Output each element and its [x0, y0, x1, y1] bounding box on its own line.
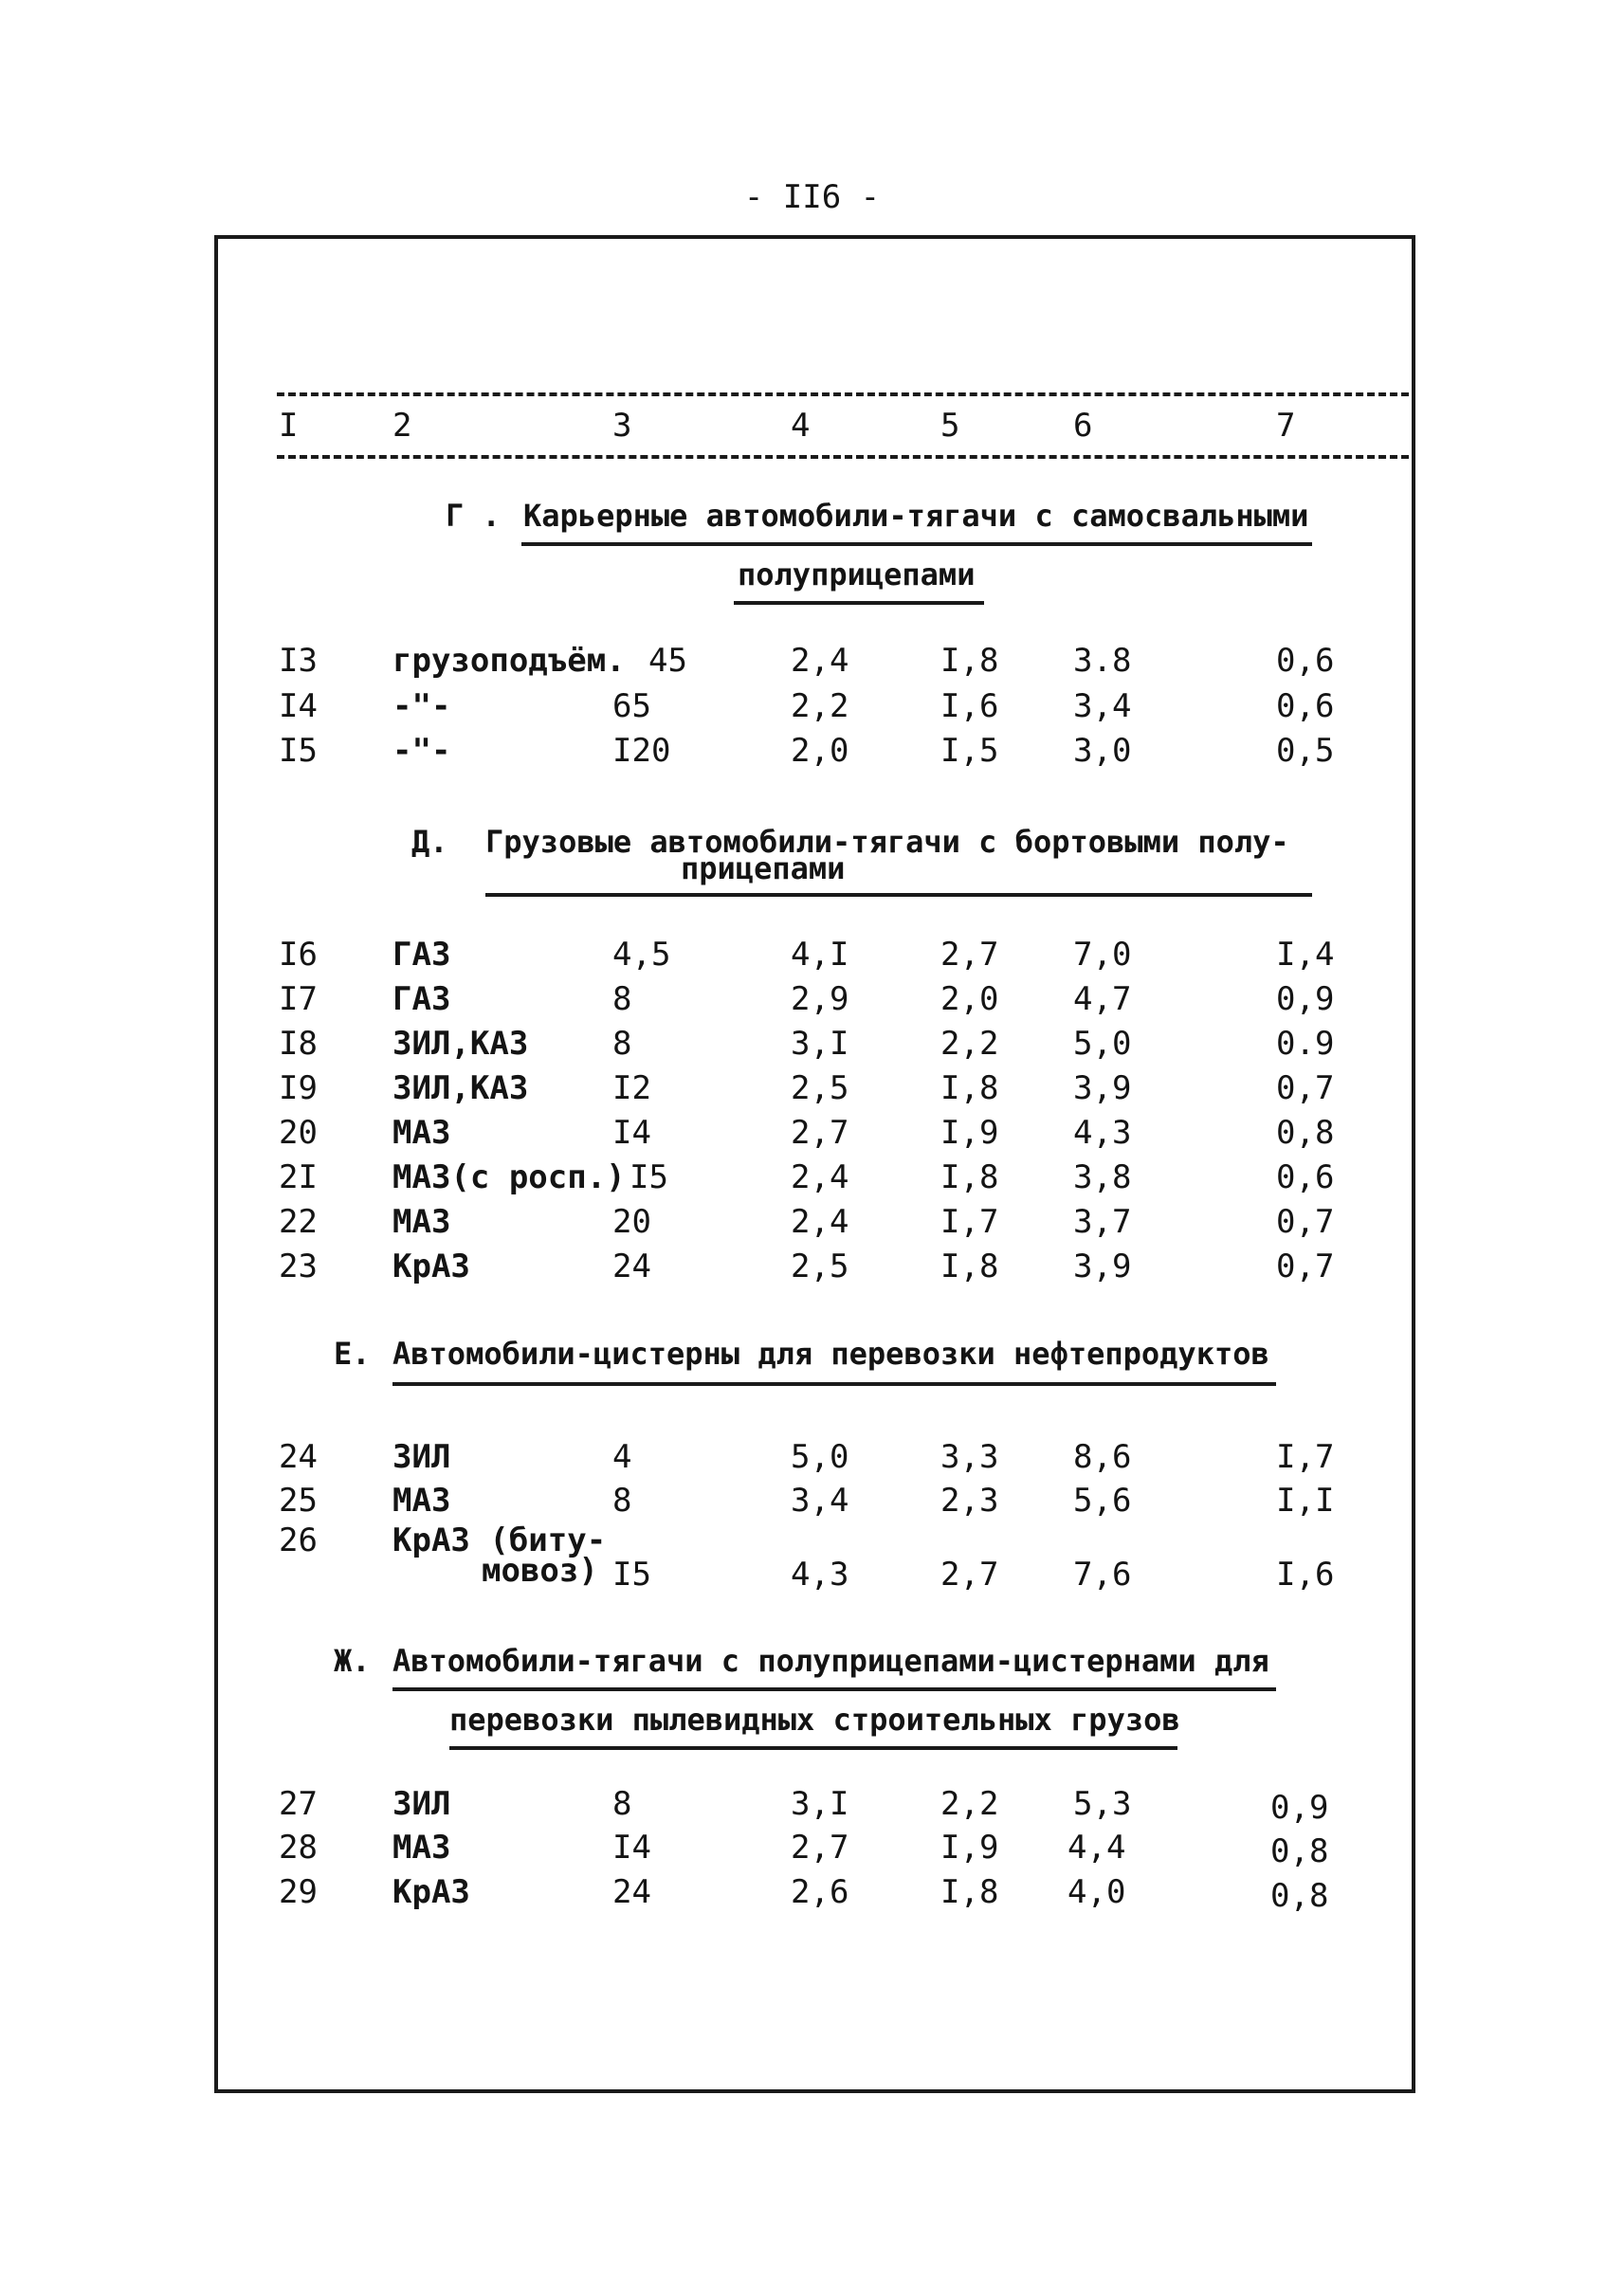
row-name: КрАЗ — [392, 1248, 470, 1285]
row-col4: 2,9 — [791, 980, 849, 1018]
section-letter: Ж. — [334, 1643, 371, 1679]
row-col6: 4,7 — [1073, 980, 1132, 1018]
row-col4: 2,4 — [791, 1158, 849, 1196]
row-col4: 3,I — [791, 1025, 849, 1063]
row-col3: 8 — [612, 1482, 632, 1520]
row-number: I7 — [279, 980, 318, 1018]
row-col7: 0,7 — [1276, 1069, 1335, 1107]
row-col3: 24 — [612, 1873, 651, 1911]
row-name: МАЗ — [392, 1829, 451, 1867]
row-col5: I,8 — [940, 1248, 999, 1285]
row-number: I6 — [279, 936, 318, 974]
row-col5: 2,0 — [940, 980, 999, 1018]
row-col6: 5,6 — [1073, 1482, 1132, 1520]
row-col7: 0,8 — [1276, 1114, 1335, 1152]
row-col4: 2,7 — [791, 1829, 849, 1867]
section-title-line1: Автомобили-тягачи с полуприцепами-цистернами для — [392, 1643, 1269, 1679]
row-col6: 5,0 — [1073, 1025, 1132, 1063]
row-number: I4 — [279, 687, 318, 725]
row-name: МАЗ — [392, 1114, 451, 1152]
section-title-line1: Автомобили-цистерны для перевозки нефтепродуктов — [392, 1336, 1269, 1372]
row-name: КрАЗ — [392, 1873, 470, 1911]
row-col7: 0,6 — [1276, 1158, 1335, 1196]
row-col3: I5 — [612, 1556, 651, 1594]
row-col7: 0.9 — [1276, 1025, 1335, 1063]
row-number: 2I — [279, 1158, 318, 1196]
section-title-underline — [734, 601, 984, 605]
column-header-2: 2 — [392, 407, 412, 445]
row-col4: 2,2 — [791, 687, 849, 725]
row-col3: 4 — [612, 1438, 632, 1476]
row-col7: 0,5 — [1276, 732, 1335, 770]
row-name: ГАЗ — [392, 936, 451, 974]
row-col7: 0,8 — [1270, 1832, 1329, 1870]
row-name: грузоподъём. — [392, 642, 626, 680]
row-name: ЗИЛ — [392, 1785, 451, 1823]
row-col4: 3,4 — [791, 1482, 849, 1520]
row-col3: 20 — [612, 1203, 651, 1241]
row-col5: 3,3 — [940, 1438, 999, 1476]
row-col4: 2,5 — [791, 1069, 849, 1107]
row-name: МАЗ(с росп.) — [392, 1158, 626, 1196]
row-col4: 2,6 — [791, 1873, 849, 1911]
row-col6: 8,6 — [1073, 1438, 1132, 1476]
row-col6: 3,7 — [1073, 1203, 1132, 1241]
row-col3: 8 — [612, 1785, 632, 1823]
row-col4: 2,4 — [791, 1203, 849, 1241]
row-name: КрАЗ (биту- — [392, 1522, 607, 1559]
row-col6: 3,4 — [1073, 687, 1132, 725]
row-col5: 2,3 — [940, 1482, 999, 1520]
row-col7: 0,6 — [1276, 687, 1335, 725]
row-col7: 0,8 — [1270, 1877, 1329, 1915]
row-col4: 2,5 — [791, 1248, 849, 1285]
row-col5: I,7 — [940, 1203, 999, 1241]
row-name: -"- — [392, 732, 451, 770]
row-col3: 45 — [648, 642, 687, 680]
row-col3: 65 — [612, 687, 651, 725]
row-col6: 4,3 — [1073, 1114, 1132, 1152]
section-letter: Г . — [446, 498, 501, 534]
column-header-3: 3 — [612, 407, 632, 445]
row-col4: 2,7 — [791, 1114, 849, 1152]
section-title-line2: перевозки пылевидных строительных грузов — [449, 1702, 1180, 1738]
section-title-line1: Грузовые автомобили-тягачи с бортовыми полу- — [485, 824, 1289, 860]
row-col6: 3,8 — [1073, 1158, 1132, 1196]
row-number: 24 — [279, 1438, 318, 1476]
row-name: МАЗ — [392, 1482, 451, 1520]
row-number: 26 — [279, 1522, 318, 1559]
column-header-6: 6 — [1073, 407, 1093, 445]
section-title-line2: полуприцепами — [738, 556, 976, 592]
row-col3: 8 — [612, 1025, 632, 1063]
page-number: - II6 - — [743, 178, 881, 216]
row-number: I9 — [279, 1069, 318, 1107]
row-name: ГАЗ — [392, 980, 451, 1018]
row-col4: 4,I — [791, 936, 849, 974]
row-col3: 4,5 — [612, 936, 671, 974]
row-number: 28 — [279, 1829, 318, 1867]
row-col4: 2,4 — [791, 642, 849, 680]
row-name-continuation: мовоз) — [482, 1552, 598, 1590]
section-title-line1: Карьерные автомобили-тягачи с самосвальными — [523, 498, 1309, 534]
row-col5: 2,2 — [940, 1785, 999, 1823]
row-col3: I4 — [612, 1114, 651, 1152]
row-number: I5 — [279, 732, 318, 770]
row-col7: 0,9 — [1276, 980, 1335, 1018]
row-col4: 3,I — [791, 1785, 849, 1823]
row-name: -"- — [392, 687, 451, 725]
row-col7: I,4 — [1276, 936, 1335, 974]
row-col5: I,6 — [940, 687, 999, 725]
row-col6: 5,3 — [1073, 1785, 1132, 1823]
section-title-underline — [521, 542, 1312, 546]
row-number: 20 — [279, 1114, 318, 1152]
row-col6: 3,9 — [1073, 1069, 1132, 1107]
row-col7: 0,9 — [1270, 1789, 1329, 1827]
row-col5: I,8 — [940, 1158, 999, 1196]
row-number: 23 — [279, 1248, 318, 1285]
row-col3: I2 — [612, 1069, 651, 1107]
row-col6: 3.8 — [1073, 642, 1132, 680]
section-title-underline — [485, 893, 1312, 897]
row-col5: 2,7 — [940, 936, 999, 974]
column-header-5: 5 — [940, 407, 960, 445]
row-col6: 4,4 — [1067, 1829, 1126, 1867]
row-col5: I,8 — [940, 1873, 999, 1911]
section-letter: Е. — [334, 1336, 371, 1372]
row-col7: I,6 — [1276, 1556, 1335, 1594]
row-col3: I4 — [612, 1829, 651, 1867]
column-header-7: 7 — [1276, 407, 1296, 445]
section-letter: Д. — [411, 824, 448, 860]
row-col4: 5,0 — [791, 1438, 849, 1476]
row-col3: I20 — [612, 732, 671, 770]
row-name: МАЗ — [392, 1203, 451, 1241]
row-col6: 4,0 — [1067, 1873, 1126, 1911]
row-col7: 0,7 — [1276, 1203, 1335, 1241]
header-top-divider — [277, 392, 1409, 396]
row-name: ЗИЛ,КАЗ — [392, 1025, 529, 1063]
row-col6: 3,0 — [1073, 732, 1132, 770]
row-col5: I,8 — [940, 642, 999, 680]
row-number: 27 — [279, 1785, 318, 1823]
row-col6: 7,0 — [1073, 936, 1132, 974]
row-col5: I,5 — [940, 732, 999, 770]
row-col6: 7,6 — [1073, 1556, 1132, 1594]
row-col5: I,9 — [940, 1829, 999, 1867]
row-col5: I,8 — [940, 1069, 999, 1107]
row-number: 29 — [279, 1873, 318, 1911]
row-col4: 2,0 — [791, 732, 849, 770]
column-header-1: I — [279, 407, 299, 445]
row-col5: 2,2 — [940, 1025, 999, 1063]
header-bottom-divider — [277, 455, 1409, 459]
row-col7: 0,6 — [1276, 642, 1335, 680]
row-number: I8 — [279, 1025, 318, 1063]
row-number: 25 — [279, 1482, 318, 1520]
row-number: I3 — [279, 642, 318, 680]
row-col5: I,9 — [940, 1114, 999, 1152]
row-col6: 3,9 — [1073, 1248, 1132, 1285]
row-col3: 8 — [612, 980, 632, 1018]
section-title-underline — [449, 1746, 1177, 1750]
row-name: ЗИЛ — [392, 1438, 451, 1476]
row-col7: 0,7 — [1276, 1248, 1335, 1285]
row-col3: 24 — [612, 1248, 651, 1285]
row-col7: I,I — [1276, 1482, 1335, 1520]
row-col4: 4,3 — [791, 1556, 849, 1594]
section-title-line2: прицепами — [681, 850, 846, 886]
row-col3: I5 — [630, 1158, 668, 1196]
row-name: ЗИЛ,КАЗ — [392, 1069, 529, 1107]
row-number: 22 — [279, 1203, 318, 1241]
section-title-underline — [392, 1687, 1276, 1691]
row-col7: I,7 — [1276, 1438, 1335, 1476]
column-header-4: 4 — [791, 407, 811, 445]
section-title-underline — [392, 1382, 1276, 1386]
row-col5: 2,7 — [940, 1556, 999, 1594]
